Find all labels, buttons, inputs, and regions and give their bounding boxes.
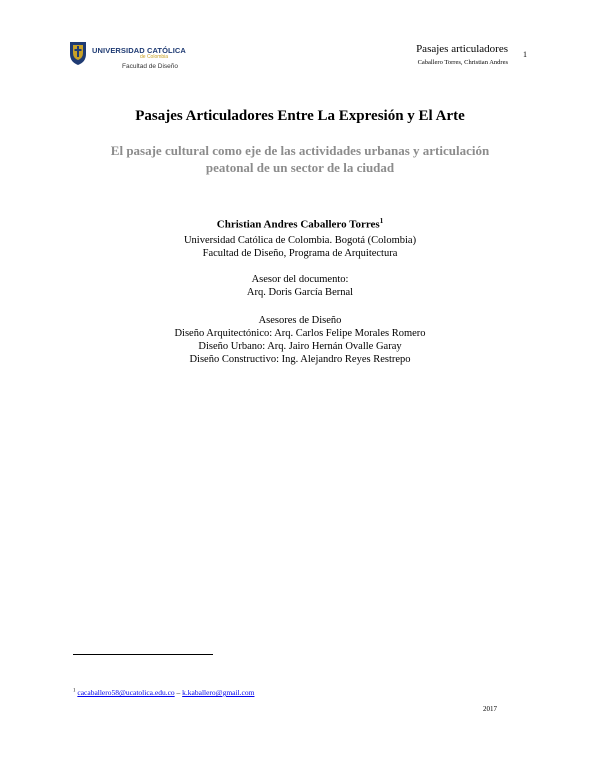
footnote-email-link-1[interactable]: cacaballero58@ucatolica.edu.co [77, 688, 175, 697]
author-footnote-mark: 1 [379, 217, 384, 225]
document-title: Pasajes Articuladores Entre La Expresión y El Arte [135, 108, 465, 124]
footnote-separator-text: – [174, 688, 183, 697]
running-header-author: Caballero Torres, Christian Andres [417, 59, 508, 66]
footnote-email-link-2[interactable]: k.kaballero@gmail.com [182, 688, 255, 697]
running-header-title: Pasajes articuladores [416, 43, 508, 55]
footnote-mark: 1 [73, 688, 76, 694]
footer-year: 2017 [483, 705, 497, 713]
design-advisor-construction: Diseño Constructivo: Ing. Alejandro Reyes Restrepo [189, 354, 411, 365]
page-number: 1 [523, 50, 527, 59]
design-advisors-heading: Asesores de Diseño [258, 315, 342, 326]
logo-faculty: Facultad de Diseño [122, 63, 179, 70]
university-logo [68, 40, 198, 76]
advisor-heading: Asesor del documento: [251, 274, 349, 285]
subtitle-line-1: El pasaje cultural como eje de las actividades urbanas y articulación [110, 143, 490, 158]
affiliation-line-1: Universidad Católica de Colombia. Bogotá (Colombia) [183, 235, 417, 246]
subtitle-line-2: peatonal de un sector de la ciudad [205, 160, 395, 175]
logo-university-name: UNIVERSIDAD CATÓLICA [92, 46, 186, 55]
author-name [0, 217, 600, 231]
affiliation-line-2: Facultad de Diseño, Programa de Arquitectura [202, 248, 398, 259]
university-crest-icon [68, 40, 88, 66]
design-advisor-urban: Diseño Urbano: Arq. Jairo Hernán Ovalle Garay [198, 341, 402, 352]
document-subtitle [0, 142, 600, 176]
logo-country: de Colombia [140, 54, 169, 60]
advisor-name: Arq. Doris García Bernal [246, 287, 354, 298]
footnote-separator [73, 654, 213, 655]
author-name-text: Christian Andres Caballero Torres [216, 218, 380, 231]
footnote [73, 688, 254, 697]
design-advisor-architecture: Diseño Arquitectónico: Arq. Carlos Felipe Morales Romero [174, 328, 426, 339]
advisor-block [0, 273, 600, 299]
design-advisors-block [0, 314, 600, 366]
affiliation [0, 234, 600, 260]
